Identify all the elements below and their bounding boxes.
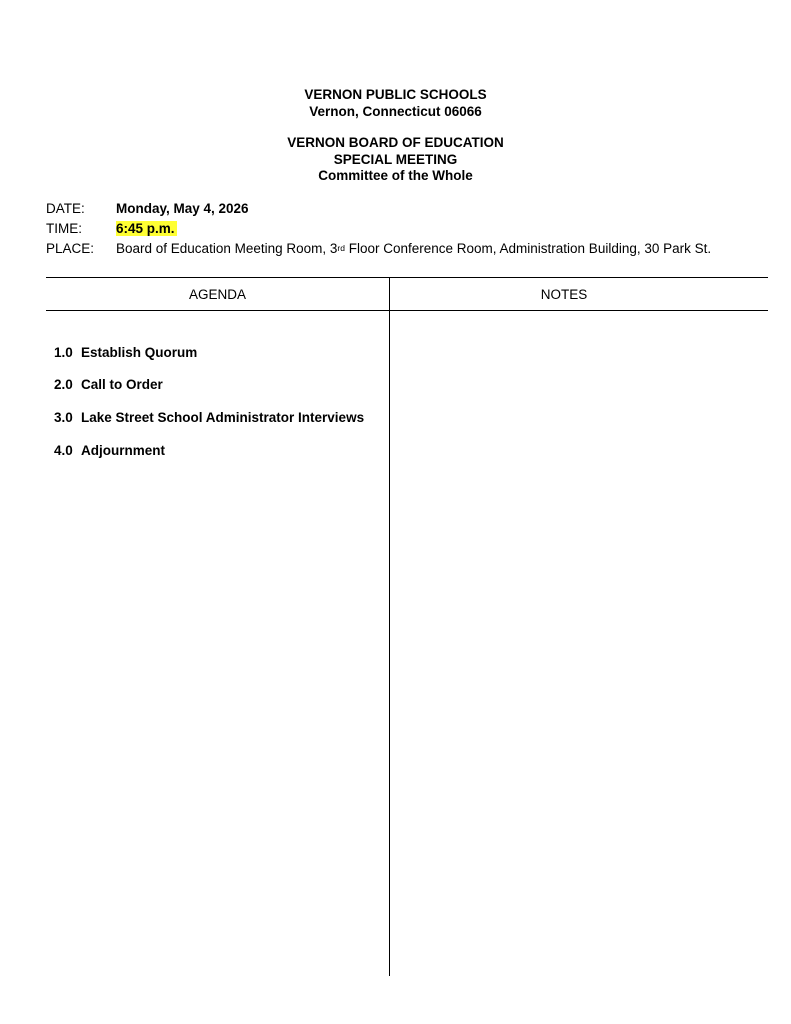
table-header-border (46, 310, 768, 311)
agenda-column-header: AGENDA (188, 287, 246, 302)
meeting-header (0, 135, 791, 185)
date-value: Monday, May 4, 2026 (116, 201, 249, 216)
agenda-item-number: 4.0 (54, 443, 73, 458)
committee-name: Committee of the Whole (318, 168, 473, 183)
agenda-item (54, 377, 163, 393)
agenda-item-text: Call to Order (81, 377, 163, 392)
agenda-item-text: Establish Quorum (81, 345, 198, 360)
meeting-date-row (46, 201, 249, 217)
agenda-item-number: 1.0 (54, 345, 73, 360)
agenda-item (54, 345, 197, 361)
agenda-item-text: Lake Street School Administrator Interviews (81, 410, 365, 425)
table-column-divider (389, 278, 390, 976)
time-label: TIME: (46, 221, 82, 236)
agenda-item-number: 3.0 (54, 410, 73, 425)
board-name: VERNON BOARD OF EDUCATION (287, 135, 504, 150)
agenda-item (54, 410, 364, 426)
agenda-item-text: Adjournment (81, 443, 165, 458)
notes-column-header: NOTES (540, 287, 588, 302)
table-top-border (46, 277, 768, 278)
meeting-place-row (46, 241, 711, 257)
agenda-item-number: 2.0 (54, 377, 73, 392)
district-header (0, 87, 791, 120)
place-value-part1: Board of Education Meeting Room, 3 (116, 241, 338, 256)
district-name: VERNON PUBLIC SCHOOLS (304, 87, 487, 102)
place-ordinal-suffix: rd (337, 243, 345, 253)
district-location: Vernon, Connecticut 06066 (309, 103, 482, 119)
agenda-item (54, 443, 165, 459)
meeting-type: SPECIAL MEETING (333, 151, 458, 167)
meeting-time-row (46, 221, 177, 237)
date-label: DATE: (46, 201, 85, 216)
place-value-part2: Floor Conference Room, Administration Building, 30 Park St. (344, 241, 712, 256)
place-label: PLACE: (46, 241, 95, 256)
time-value: 6:45 p.m. (116, 221, 175, 236)
